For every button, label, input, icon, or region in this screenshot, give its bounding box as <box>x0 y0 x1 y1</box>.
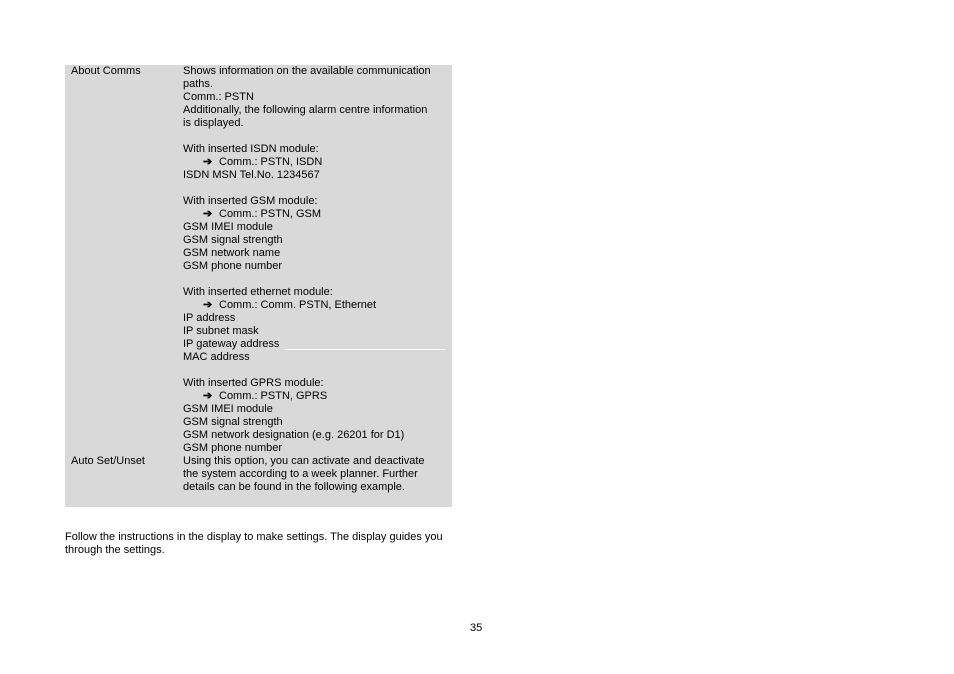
description-line: With inserted GSM module: <box>183 195 318 207</box>
description-line: details can be found in the following example. <box>183 481 405 493</box>
row-description-about-comms <box>183 65 451 455</box>
description-line: GSM phone number <box>183 442 283 454</box>
description-line: With inserted GPRS module: <box>183 377 324 389</box>
description-line: paths. <box>183 78 213 90</box>
description-line: With inserted ethernet module: <box>183 286 333 298</box>
description-line: GSM IMEI module <box>183 403 273 415</box>
description-line <box>183 299 451 312</box>
description-line: IP subnet mask <box>183 325 259 337</box>
arrow-right-icon: ➔ <box>203 156 213 168</box>
description-line-text: Comm.: PSTN, GSM <box>219 208 322 220</box>
description-line: Using this option, you can activate and deactivate <box>183 455 425 467</box>
description-line: is displayed. <box>183 117 244 129</box>
description-line: Additionally, the following alarm centre information <box>183 104 428 116</box>
row-label-auto-set-unset: Auto Set/Unset <box>71 455 145 467</box>
description-line <box>183 130 451 143</box>
page-number: 35 <box>470 622 483 634</box>
description-line <box>183 208 451 221</box>
description-line: GSM network name <box>183 247 281 259</box>
description-line: GSM network designation (e.g. 26201 for D1) <box>183 429 405 441</box>
description-line <box>183 364 451 377</box>
row-label-about-comms: About Comms <box>71 65 141 77</box>
description-line: GSM IMEI module <box>183 221 273 233</box>
description-line-text: Comm.: Comm. PSTN, Ethernet <box>219 299 377 311</box>
arrow-right-icon: ➔ <box>203 390 213 402</box>
settings-table <box>65 65 452 507</box>
description-line: Shows information on the available communication <box>183 65 431 77</box>
row-description-auto-set-unset <box>183 455 451 494</box>
description-line-text: Comm.: PSTN, GPRS <box>219 390 328 402</box>
description-line: With inserted ISDN module: <box>183 143 319 155</box>
description-line: GSM phone number <box>183 260 283 272</box>
description-line: Comm.: PSTN <box>183 91 254 103</box>
description-line <box>183 390 451 403</box>
arrow-right-icon: ➔ <box>203 208 213 220</box>
arrow-right-icon: ➔ <box>203 299 213 311</box>
description-line: IP address <box>183 312 236 324</box>
description-line: the system according to a week planner. Further <box>183 468 418 480</box>
description-line <box>183 156 451 169</box>
description-line-text: Comm.: PSTN, ISDN <box>219 156 323 168</box>
description-line: MAC address <box>183 351 250 363</box>
description-line <box>183 273 451 286</box>
description-line: GSM signal strength <box>183 416 283 428</box>
description-line: GSM signal strength <box>183 234 283 246</box>
description-line <box>183 182 451 195</box>
description-line: IP gateway address <box>183 338 280 350</box>
instruction-paragraph: Follow the instructions in the display to make settings. The display guides you through the settings. <box>65 531 443 556</box>
description-line: ISDN MSN Tel.No. 1234567 <box>183 169 320 181</box>
table-divider-line <box>285 349 445 350</box>
